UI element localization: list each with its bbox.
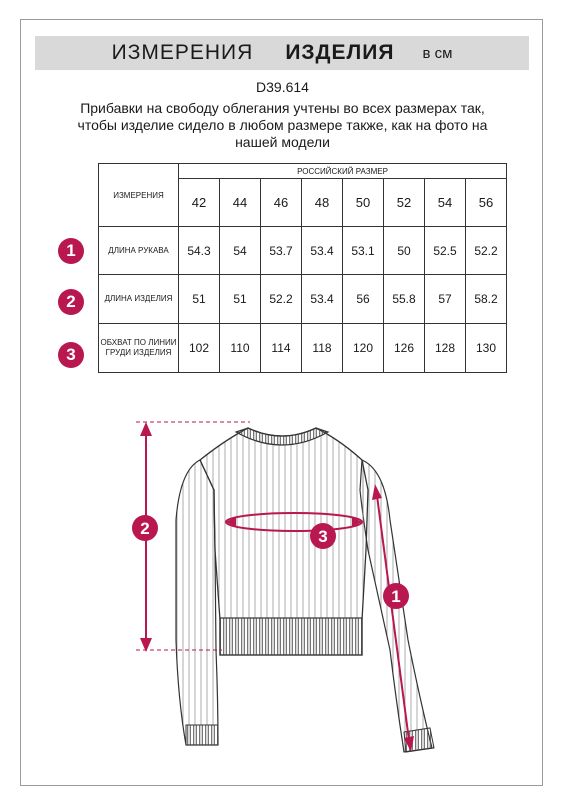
title-measurements: ИЗМЕРЕНИЯ <box>111 41 254 64</box>
row-label-chest-girth: ОБХВАТ ПО ЛИНИИ ГРУДИ ИЗДЕЛИЯ <box>99 324 179 373</box>
row-badge-1: 1 <box>58 238 84 264</box>
table-cell: 53.4 <box>302 275 343 324</box>
left-cuff <box>186 725 218 745</box>
table-cell: 55.8 <box>384 275 425 324</box>
table-cell: 110 <box>220 324 261 373</box>
table-cell: 52.2 <box>466 227 507 275</box>
title-unit: в см <box>422 44 453 62</box>
size-table <box>98 163 507 373</box>
row-badge-2: 2 <box>58 289 84 315</box>
title-bar <box>35 36 529 70</box>
size-header: 56 <box>466 179 507 227</box>
table-cell: 54.3 <box>179 227 220 275</box>
sketch-badge-1-text: 1 <box>391 587 401 606</box>
table-cell: 128 <box>425 324 466 373</box>
size-header: 46 <box>261 179 302 227</box>
table-cell: 53.7 <box>261 227 302 275</box>
size-header: 42 <box>179 179 220 227</box>
table-cell: 52.2 <box>261 275 302 324</box>
table-cell: 102 <box>179 324 220 373</box>
table-cell: 56 <box>343 275 384 324</box>
table-cell: 57 <box>425 275 466 324</box>
table-cell: 53.1 <box>343 227 384 275</box>
table-cell: 58.2 <box>466 275 507 324</box>
sketch-badge-3-text: 3 <box>318 527 328 546</box>
table-cell: 51 <box>220 275 261 324</box>
row-label-sleeve-length: ДЛИНА РУКАВА <box>99 227 179 275</box>
title-garment: ИЗДЕЛИЯ <box>285 41 395 64</box>
hem-band <box>220 618 362 655</box>
table-cell: 130 <box>466 324 507 373</box>
size-header: 44 <box>220 179 261 227</box>
fit-note: Прибавки на свободу облегания учтены во всех размерах так, чтобы изделие сидело в любом размере также, как на фото на нашей модели <box>77 100 488 150</box>
sweater-sketch <box>0 400 565 780</box>
table-row <box>99 275 507 324</box>
size-header: 54 <box>425 179 466 227</box>
table-cell: 50 <box>384 227 425 275</box>
table-cell: 54 <box>220 227 261 275</box>
measurements-header: ИЗМЕРЕНИЯ <box>99 164 179 227</box>
size-header: 48 <box>302 179 343 227</box>
table-cell: 114 <box>261 324 302 373</box>
russian-size-header: РОССИЙСКИЙ РАЗМЕР <box>179 164 507 179</box>
sketch-badge-2-text: 2 <box>140 519 150 538</box>
table-cell: 120 <box>343 324 384 373</box>
table-row <box>99 227 507 275</box>
left-sleeve <box>176 460 218 745</box>
row-badge-3: 3 <box>58 342 84 368</box>
table-cell: 53.4 <box>302 227 343 275</box>
article-number: D39.614 <box>256 79 309 95</box>
size-header: 50 <box>343 179 384 227</box>
size-header: 52 <box>384 179 425 227</box>
table-cell: 52.5 <box>425 227 466 275</box>
table-cell: 118 <box>302 324 343 373</box>
table-cell: 51 <box>179 275 220 324</box>
table-row <box>99 324 507 373</box>
table-cell: 126 <box>384 324 425 373</box>
row-label-garment-length: ДЛИНА ИЗДЕЛИЯ <box>99 275 179 324</box>
